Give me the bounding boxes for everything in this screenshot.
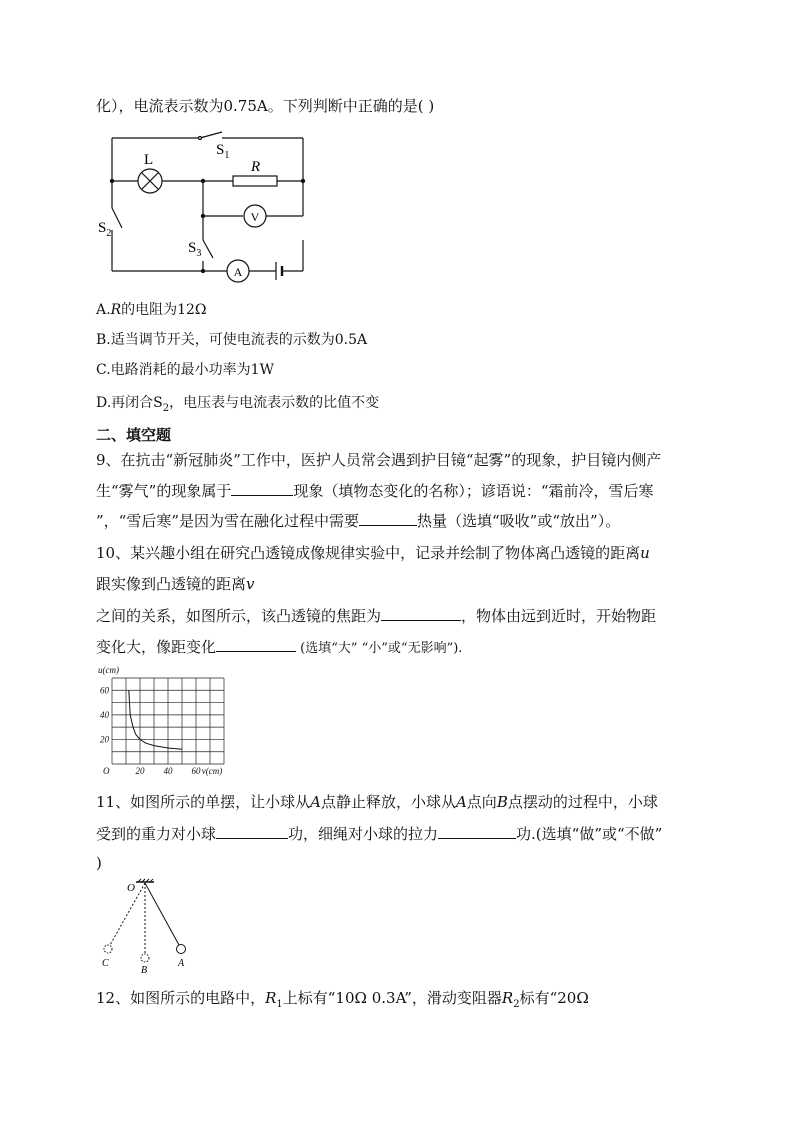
label-lamp: L: [144, 152, 154, 168]
ball-b: [141, 954, 149, 962]
label-s1: $S_1$: [216, 142, 230, 161]
x-tick-label: 20: [135, 766, 145, 776]
option-d: D.再闭合$S_2$，电压表与电流表示数的比值不变: [96, 395, 380, 414]
label-ammeter: A: [233, 265, 243, 279]
s1-switch-blade: [200, 132, 222, 138]
y-axis-label: u(cm): [98, 665, 119, 675]
label-s3: $S_3$: [188, 240, 202, 259]
q11-pendulum-diagram: [96, 878, 196, 976]
ball-c: [104, 945, 112, 953]
q10-line3: 之间的关系，如图所示，该凸透镜的焦距为 ，物体由远到近时，开始物距: [96, 607, 657, 625]
option-a: A.R的电阻为12Ω: [96, 302, 207, 318]
x-axis-label: v(cm): [201, 766, 223, 776]
q9-blank-2: [359, 511, 417, 526]
q11-blank-1: [216, 824, 288, 839]
y-tick-label: 60: [100, 685, 109, 696]
option-c: C.电路消耗的最小功率为1W: [96, 362, 274, 378]
q8-circuit-diagram: [100, 128, 320, 288]
label-resistor: R: [251, 159, 261, 175]
s3-switch-blade: [203, 240, 213, 258]
q9-line1: 9、在抗击“新冠肺炎”工作中，医护人员常会遇到护目镜“起雾”的现象，护目镜内侧产: [96, 451, 662, 469]
q10-line4: 变化大，像距变化 (选填“大” “小”或“无影响”).: [96, 638, 463, 656]
q10-line1: 10、某兴趣小组在研究凸透镜成像规律实验中，记录并绘制了物体离凸透镜的距离u: [96, 544, 650, 562]
q11-line1: 11、如图所示的单摆，让小球从A点静止释放，小球从A点向B点摆动的过程中，小球: [96, 793, 658, 811]
q9-blank-1: [231, 481, 293, 496]
q11-line2: 受到的重力对小球 功，细绳对小球的拉力 功.(选填“做”或“不做”: [96, 825, 663, 843]
q10-blank-2: [216, 637, 296, 652]
y-tick-label: 20: [100, 734, 109, 745]
q9-line2: 生“雾气”的现象属于 现象（填物态变化的名称）；谚语说：“霜前冷，雪后寒: [96, 482, 654, 500]
label-a: A: [178, 958, 185, 969]
q11-blank-2: [438, 824, 516, 839]
label-o: O: [127, 882, 135, 894]
label-c: C: [102, 958, 109, 969]
x-tick-label: 60: [191, 766, 201, 776]
q10-uv-chart: [96, 664, 246, 780]
label-voltmeter: V: [250, 210, 260, 224]
q8-intro: 化），电流表示数为0.75A。下列判断中正确的是( ): [96, 97, 435, 115]
q10-line2: 跟实像到凸透镜的距离v: [96, 575, 255, 593]
s2-switch-blade: [112, 208, 122, 228]
q11-line3: ): [96, 854, 102, 872]
option-b: B.适当调节开关，可使电流表的示数为0.5A: [96, 332, 368, 348]
label-s2: $S_2$: [98, 220, 112, 239]
ball-a: [177, 945, 186, 954]
section-title: 二、填空题: [96, 426, 172, 444]
string-to-a: [145, 883, 179, 945]
q12-line1: 12、如图所示的电路中，$R_1$上标有“10Ω 0.3A”，滑动变阻器$R_2$标有“20Ω: [96, 989, 589, 1010]
resistor-symbol: [233, 176, 277, 186]
origin-label: O: [103, 766, 110, 776]
x-tick-label: 40: [163, 766, 173, 776]
uv-curve: [129, 690, 182, 749]
y-tick-label: 40: [100, 709, 109, 720]
q9-line3: ”，“雪后寒”是因为雪在融化过程中需要 热量（选填“吸收”或“放出”）。: [96, 512, 621, 530]
q10-blank-1: [381, 606, 461, 621]
label-b: B: [141, 965, 148, 976]
